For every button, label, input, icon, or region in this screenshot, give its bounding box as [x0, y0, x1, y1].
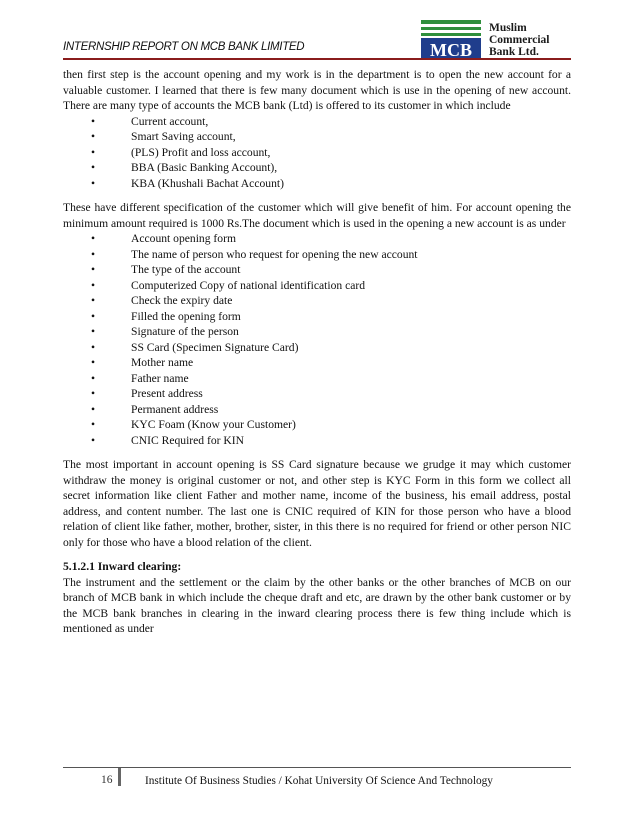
- footer-institution: Institute Of Business Studies / Kohat University Of Science And Technology: [145, 775, 493, 787]
- bullet-icon: •: [91, 325, 96, 338]
- document-item-text: SS Card (Specimen Signature Card): [131, 340, 299, 354]
- document-item: [63, 262, 571, 278]
- bullet-icon: •: [91, 294, 96, 307]
- bullet-icon: •: [91, 371, 96, 385]
- document-item-text: Permanent address: [131, 402, 219, 416]
- paragraph-ss-card: The most important in account opening is SS Card signature because we grudge it may which customer withdraw the money is original customer or not, and other step is KYC Form in this form we collect all secret information like client Father and mother name, income of the business, his email address, postal address, and content number. The last one is CNIC required of KIN for those person who have a blood relation of client like father, mother, brother, sister, in this there is no required for friend or other person NIC only for those who have a blood relation of the client.: [63, 458, 571, 549]
- bullet-icon: •: [91, 433, 96, 447]
- account-type-item: [63, 129, 571, 145]
- bank-name-line-3: Bank Ltd.: [489, 46, 539, 58]
- account-type-item-text: (PLS) Profit and loss account,: [131, 145, 271, 159]
- section-heading-inward-clearing: 5.1.2.1 Inward clearing:: [63, 560, 182, 573]
- bank-name-line-1: Muslim: [489, 22, 527, 34]
- paragraph-account-opening: then first step is the account opening and my work is in the department is to open the new account for a valuable customer. I learned that there is few many document which is use in the opening of new account. There are many type of accounts the MCB bank (Ltd) is offered to its customer in which include: [63, 68, 571, 112]
- document-item-text: Signature of the person: [131, 325, 239, 338]
- bullet-icon: •: [91, 356, 96, 369]
- document-item: [63, 402, 571, 418]
- header-rule: [63, 58, 571, 60]
- bank-name-line-2: Commercial: [489, 34, 550, 46]
- document-item-text: Father name: [131, 371, 189, 385]
- bank-name: [489, 22, 549, 58]
- bullet-icon: •: [91, 387, 96, 400]
- running-header-title: INTERNSHIP REPORT ON MCB BANK LIMITED: [63, 41, 305, 53]
- document-item-text: Check the expiry date: [131, 294, 233, 307]
- document-item: [63, 340, 571, 356]
- bullet-icon: •: [91, 145, 96, 159]
- bullet-icon: •: [91, 247, 96, 261]
- paragraph-specification: These have different specification of the customer which will give benefit of him. For account opening the minimum amount required is 1000 Rs.The document which is used in the opening a new account is as under: [63, 201, 571, 230]
- bullet-icon: •: [91, 114, 96, 128]
- page-content: [63, 67, 571, 637]
- account-type-item-text: BBA (Basic Banking Account),: [131, 161, 278, 174]
- document-item-text: KYC Foam (Know your Customer): [131, 418, 296, 431]
- bullet-icon: •: [91, 278, 96, 292]
- document-item: [63, 386, 571, 402]
- mcb-logo: [419, 18, 571, 62]
- account-type-item-text: Smart Saving account,: [131, 130, 236, 143]
- required-documents-list: [63, 231, 571, 448]
- bullet-icon: •: [91, 161, 96, 174]
- document-item-text: CNIC Required for KIN: [131, 433, 245, 447]
- document-item: [63, 433, 571, 449]
- footer-rule: [63, 767, 571, 768]
- document-item: [63, 247, 571, 263]
- account-type-item-text: Current account,: [131, 114, 209, 128]
- bullet-icon: •: [91, 418, 96, 431]
- bullet-icon: •: [91, 263, 96, 276]
- account-type-item: [63, 160, 571, 176]
- document-item: [63, 278, 571, 294]
- page-number: 16: [101, 774, 113, 786]
- document-item-text: Filled the opening form: [131, 309, 241, 323]
- mcb-logo-mark: [419, 18, 483, 62]
- document-item-text: Present address: [131, 387, 203, 400]
- document-item: [63, 371, 571, 387]
- document-item: [63, 293, 571, 309]
- document-item: [63, 417, 571, 433]
- account-type-item: [63, 176, 571, 192]
- bullet-icon: •: [91, 402, 96, 416]
- account-type-item: [63, 114, 571, 130]
- document-item: [63, 324, 571, 340]
- bullet-icon: •: [91, 130, 96, 143]
- document-item-text: The type of the account: [131, 263, 241, 276]
- document-item: [63, 309, 571, 325]
- document-item-text: Account opening form: [131, 232, 236, 245]
- bullet-icon: •: [91, 309, 96, 323]
- document-item: [63, 355, 571, 371]
- account-types-list: [63, 114, 571, 192]
- footer-divider: [118, 768, 121, 786]
- document-item-text: Mother name: [131, 356, 194, 369]
- paragraph-inward-clearing: The instrument and the settlement or the claim by the other banks or the other branches of MCB on our branch of MCB bank in which include the cheque draft and etc, are drawn by the other bank customer or by the MCB bank branches in clearing in the inward clearing process there is few thing include which is mentioned as under: [63, 575, 571, 635]
- account-type-item: [63, 145, 571, 161]
- bullet-icon: •: [91, 340, 96, 354]
- bullet-icon: •: [91, 176, 96, 190]
- document-item-text: Computerized Copy of national identification card: [131, 278, 366, 292]
- document-item: [63, 231, 571, 247]
- account-type-item-text: KBA (Khushali Bachat Account): [131, 176, 284, 190]
- svg-text:MCB: MCB: [430, 40, 472, 60]
- bullet-icon: •: [91, 232, 96, 245]
- document-item-text: The name of person who request for opening the new account: [131, 247, 418, 261]
